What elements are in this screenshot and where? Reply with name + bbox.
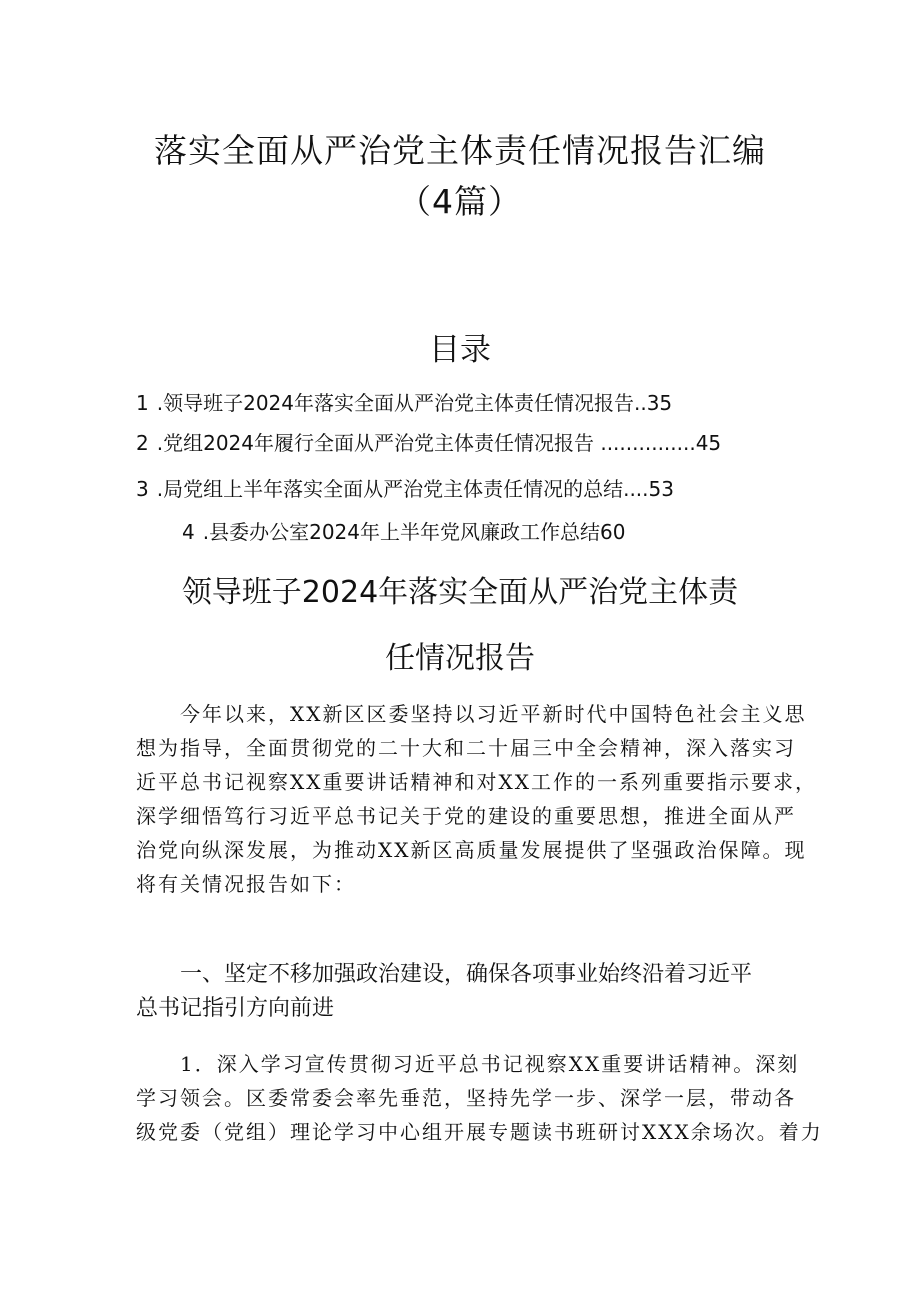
toc-item-text: .局党组上半年落实全面从严治党主体责任情况的总结....53 — [156, 477, 674, 501]
toc-item-number: 1 — [136, 391, 149, 415]
paragraph-line: 今年以来，XX新区区委坚持以习近平新时代中国特色社会主义思 — [136, 702, 807, 726]
paragraph-line: 将有关情况报告如下： — [136, 872, 356, 896]
toc-item-number: 2 — [136, 431, 149, 455]
paragraph-intro — [136, 697, 817, 901]
paragraph-line: 治党向纵深发展，为推动XX新区高质量发展提供了坚强政治保障。现 — [136, 838, 807, 862]
document-title-line2: （4篇） — [398, 182, 522, 221]
section-title-line2: 任情况报告 — [385, 641, 535, 676]
toc-item-text: .领导班子2024年落实全面从严治党主体责任情况报告..35 — [156, 391, 673, 415]
toc-heading: 目录 — [429, 332, 491, 368]
toc-item-1[interactable] — [136, 389, 672, 417]
toc-item-text: .党组2024年履行全面从严治党主体责任情况报告 ...............45 — [156, 431, 722, 455]
section-title-line1: 领导班子2024年落实全面从严治党主体责 — [181, 575, 739, 610]
paragraph-item-1 — [136, 1047, 823, 1149]
paragraph-line: 1．深入学习宣传贯彻习近平总书记视察XX重要讲话精神。深刻 — [136, 1052, 800, 1076]
heading-section-1 — [136, 958, 796, 1026]
toc-item-text: .县委办公室2024年上半年党风廉政工作总结60 — [202, 520, 626, 544]
toc-item-3[interactable] — [136, 475, 674, 503]
paragraph-line: 近平总书记视察XX重要讲话精神和对XX工作的一系列重要指示要求， — [136, 770, 817, 794]
toc-item-number: 3 — [136, 477, 149, 501]
paragraph-line: 级党委（党组）理论学习中心组开展专题读书班研讨XXX余场次。着力 — [136, 1120, 823, 1144]
toc-item-2[interactable] — [136, 429, 721, 457]
paragraph-line: 想为指导，全面贯彻党的二十大和二十届三中全会精神，深入落实习 — [136, 736, 796, 760]
paragraph-line: 深学细悟笃行习近平总书记关于党的建设的重要思想，推进全面从严 — [136, 804, 796, 828]
toc-item-4[interactable] — [182, 518, 625, 546]
heading-line: 总书记指引方向前进 — [136, 996, 335, 1021]
paragraph-line: 学习领会。区委常委会率先垂范，坚持先学一步、深学一层，带动各 — [136, 1086, 796, 1110]
toc-item-number: 4 — [182, 520, 195, 544]
heading-line: 一、坚定不移加强政治建设，确保各项事业始终沿着习近平 — [136, 962, 753, 987]
document-title-line1: 落实全面从严治党主体责任情况报告汇编 — [154, 131, 766, 170]
